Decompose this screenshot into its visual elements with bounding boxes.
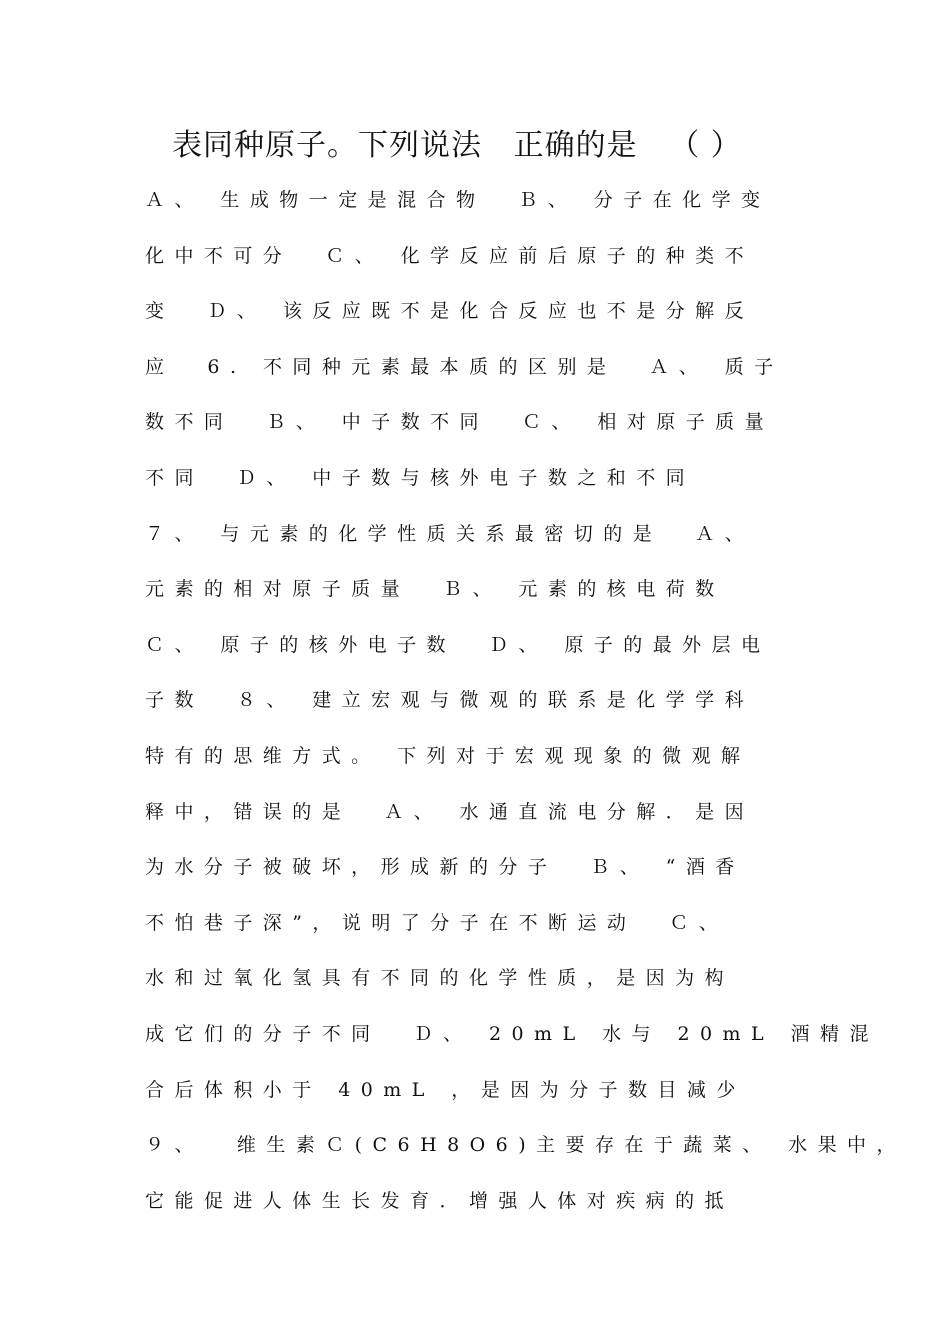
text-line: 不怕巷子深”，说明了分子在不断运动 Ｃ、 [145, 911, 729, 934]
text-line: ７、 与元素的化学性质关系最密切的是 Ａ、 [145, 522, 755, 545]
text-line: 成它们的分子不同 Ｄ、 20mL 水与 20mL 酒精混 [145, 1022, 879, 1045]
text-line: 它能促进人体生长发育．增强人体对疾病的抵 [145, 1189, 735, 1212]
text-line: 元素的相对原子质量 Ｂ、 元素的核电荷数 [145, 578, 725, 601]
text-line: Ａ、 生成物一定是混合物 Ｂ、 分子在化学变 [145, 189, 771, 211]
text-line: 子数 ８、 建立宏观与微观的联系是化学学科 [145, 689, 755, 712]
text-line: ９、 维生素Ｃ(C6H8O6)主要存在于蔬菜、 水果中， [145, 1134, 906, 1157]
text-line: 应 6. 不同种元素最本质的区别是 Ａ、 质子 [145, 355, 784, 378]
text-line: 特有的思维方式。 下列对于宏观现象的微观解 [145, 744, 751, 767]
text-line: 不同 Ｄ、 中子数与核外电子数之和不同 [145, 466, 696, 489]
text-line: 数不同 Ｂ、 中子数不同 Ｃ、 相对原子质量 [145, 411, 775, 434]
text-line: 为水分子被破坏，形成新的分子 Ｂ、 “酒香 [145, 856, 745, 879]
text-line: 化中不可分 Ｃ、 化学反应前后原子的种类不 [145, 244, 755, 267]
text-line: 变 Ｄ、 该反应既不是化合反应也不是分解反 [145, 300, 755, 323]
text-line: Ｃ、 原子的核外电子数 Ｄ、 原子的最外层电 [145, 633, 771, 656]
text-line: 水和过氧化氢具有不同的化学性质，是因为构 [145, 967, 735, 990]
text-line: 合后体积小于 40mL ，是因为分子数目减少 [145, 1078, 746, 1101]
text-line: 释中，错误的是 Ａ、 水通直流电分解．是因 [145, 800, 755, 823]
page-title: 表同种原子。下列说法 正确的是 （ ） [172, 128, 742, 163]
body-text [145, 185, 906, 1241]
